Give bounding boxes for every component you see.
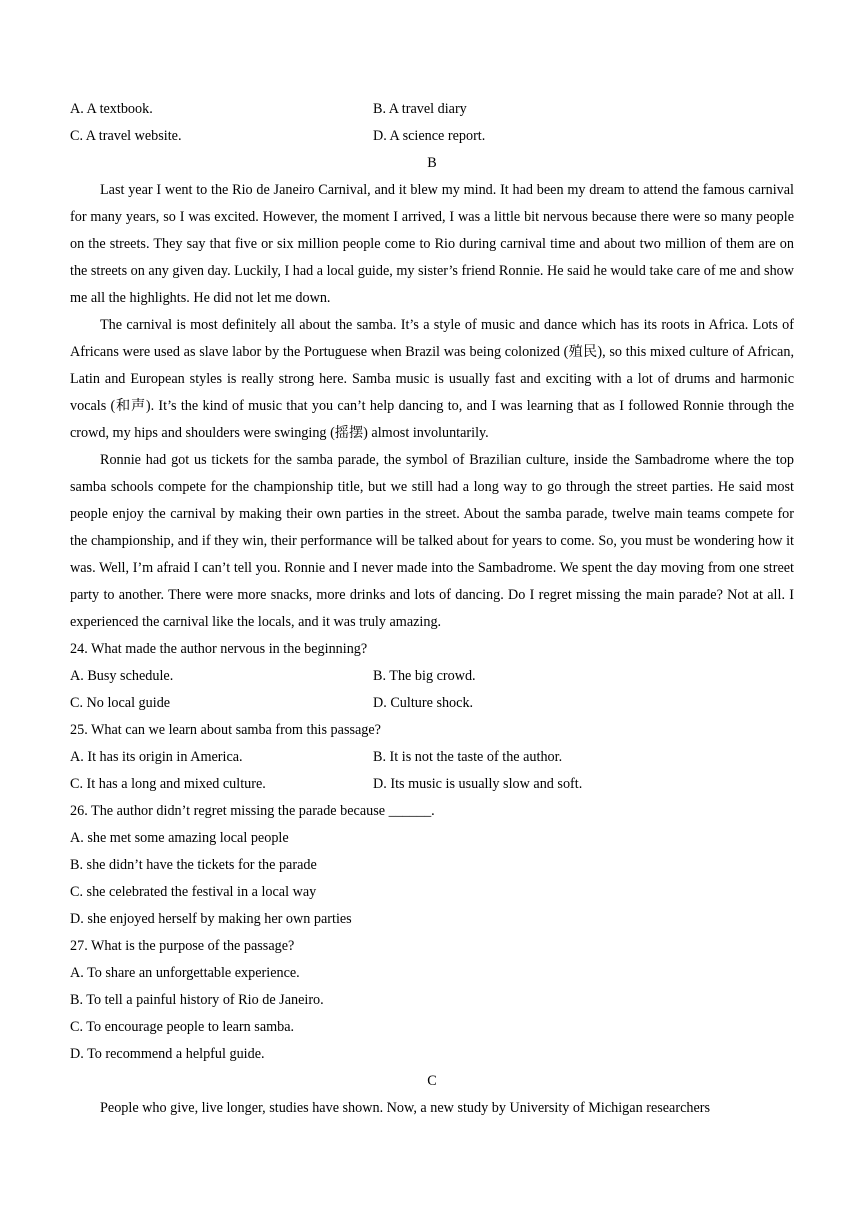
q23-option-c: C. A travel website. xyxy=(70,128,182,144)
q23-option-d: D. A science report. xyxy=(373,128,486,144)
section-b-title: B xyxy=(427,155,437,171)
q26-option-a: A. she met some amazing local people xyxy=(70,830,289,846)
q27-option-c: C. To encourage people to learn samba. xyxy=(70,1019,295,1035)
q27-stem: 27. What is the purpose of the passage? xyxy=(70,938,295,954)
q24-options-row-1 xyxy=(70,663,794,690)
section-c-title: C xyxy=(427,1073,437,1089)
q25-option-c: C. It has a long and mixed culture. xyxy=(70,776,266,792)
q25-option-a: A. It has its origin in America. xyxy=(70,749,243,765)
q25-options-row-1 xyxy=(70,744,794,771)
section-c-paragraph-start: People who give, live longer, studies have shown. Now, a new study by University of Michigan researchers xyxy=(100,1100,711,1116)
section-b-paragraph-2: The carnival is most definitely all about the samba. It’s a style of music and dance which has its roots in Africa. Lots of Africans were used as slave labor by the Portuguese when Brazil was being colonized (殖民), so this mixed culture of African, Latin and European styles is really strong here. Samba music is usually fast and exciting with a lot of drums and harmonic vocals (和声). It’s the kind of music that you can’t help dancing to, and I was learning that as I followed Ronnie through the crowd, my hips and shoulders were swinging (摇摆) almost involuntarily. xyxy=(70,317,794,441)
q25-options-row-2 xyxy=(70,771,794,798)
q27-option-a: A. To share an unforgettable experience. xyxy=(70,965,300,981)
q26-option-d: D. she enjoyed herself by making her own parties xyxy=(70,911,352,927)
q24-option-c: C. No local guide xyxy=(70,695,171,711)
q23-options-row-1 xyxy=(70,96,794,123)
q25-option-d: D. Its music is usually slow and soft. xyxy=(373,776,583,792)
section-b-paragraph-3: Ronnie had got us tickets for the samba parade, the symbol of Brazilian culture, inside the Sambadrome where the top samba schools compete for the championship title, but we still had a long way to go through the street parties. He said most people enjoy the carnival by making their own parties in the street. About the samba parade, twelve main teams compete for the championship, and if they win, their performance will be talked about for years to come. So, you must be wondering how it was. Well, I’m afraid I can’t tell you. Ronnie and I never made into the Sambadrome. We spent the day moving from one street party to another. There were more snacks, more drinks and lots of dancing. Do I regret missing the main parade? Not at all. I experienced the carnival like the locals, and it was truly amazing. xyxy=(70,452,794,630)
q24-option-a: A. Busy schedule. xyxy=(70,668,174,684)
q23-options-row-2 xyxy=(70,123,794,150)
q24-options-row-2 xyxy=(70,690,794,717)
q24-option-d: D. Culture shock. xyxy=(373,695,474,711)
q26-stem: 26. The author didn’t regret missing the parade because ______. xyxy=(70,803,435,819)
q23-option-a: A. A textbook. xyxy=(70,101,153,117)
q26-option-c: C. she celebrated the festival in a local way xyxy=(70,884,317,900)
section-b-paragraph-1: Last year I went to the Rio de Janeiro Carnival, and it blew my mind. It had been my dream to attend the famous carnival for many years, so I was excited. However, the moment I arrived, I was a little bit nervous because there were so many people on the streets. They say that five or six million people come to Rio during carnival time and about two million of them are on the streets on any given day. Luckily, I had a local guide, my sister’s friend Ronnie. He said he would take care of me and show me all the highlights. He did not let me down. xyxy=(70,182,795,306)
q24-stem: 24. What made the author nervous in the beginning? xyxy=(70,641,368,657)
q25-option-b: B. It is not the taste of the author. xyxy=(373,749,563,765)
q26-option-b: B. she didn’t have the tickets for the parade xyxy=(70,857,317,873)
q25-stem: 25. What can we learn about samba from this passage? xyxy=(70,722,381,738)
q27-option-d: D. To recommend a helpful guide. xyxy=(70,1046,265,1062)
q27-option-b: B. To tell a painful history of Rio de Janeiro. xyxy=(70,992,324,1008)
q24-option-b: B. The big crowd. xyxy=(373,668,476,684)
exam-page xyxy=(70,96,794,1122)
q23-option-b: B. A travel diary xyxy=(373,101,467,117)
